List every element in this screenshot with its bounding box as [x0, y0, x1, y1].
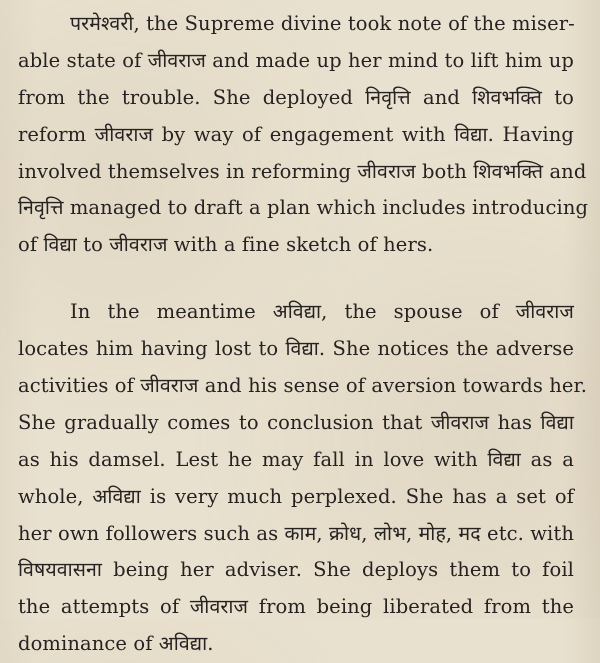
- text-line: dominance of अविद्या.: [18, 632, 214, 656]
- text-line: विषयवासना being her adviser. She deploys them to foil: [18, 558, 574, 582]
- text-line: as his damsel. Lest he may fall in love with विद्या as a: [18, 447, 574, 471]
- text-line: reform जीवराज by way of engagement with विद्या. Having: [18, 122, 574, 146]
- text-line: She gradually comes to conclusion that जीवराज has विद्या: [18, 410, 574, 434]
- text-line: निवृत्ति managed to draft a plan which includes introducing: [18, 196, 589, 220]
- text-line: from the trouble. She deployed निवृत्ति and शिवभक्ति to: [18, 85, 574, 109]
- text-line: of विद्या to जीवराज with a fine sketch of hers.: [18, 233, 434, 257]
- text-line: whole, अविद्या is very much perplexed. She has a set of: [18, 484, 574, 508]
- text-line: the attempts of जीवराज from being liberated from the: [18, 595, 574, 619]
- text-line: locates him having lost to विद्या. She notices the adverse: [18, 337, 574, 361]
- paragraph-2: [18, 294, 588, 663]
- paragraph-1: [18, 6, 589, 264]
- text-line: her own followers such as काम, क्रोध, लोभ, मोह, मद etc. with: [18, 521, 574, 545]
- text-line: involved themselves in reforming जीवराज both शिवभक्ति and: [18, 159, 587, 183]
- text-line: activities of जीवराज and his sense of aversion towards her.: [18, 374, 588, 398]
- text-line: able state of जीवराज and made up her mind to lift him up: [18, 48, 574, 72]
- document-page: [18, 6, 589, 663]
- text-line: परमेश्वरी, the Supreme divine took note of the miser-: [70, 12, 575, 35]
- text-line: In the meantime अविद्या, the spouse of जीवराज: [70, 300, 574, 324]
- paragraph-spacer: [18, 264, 574, 294]
